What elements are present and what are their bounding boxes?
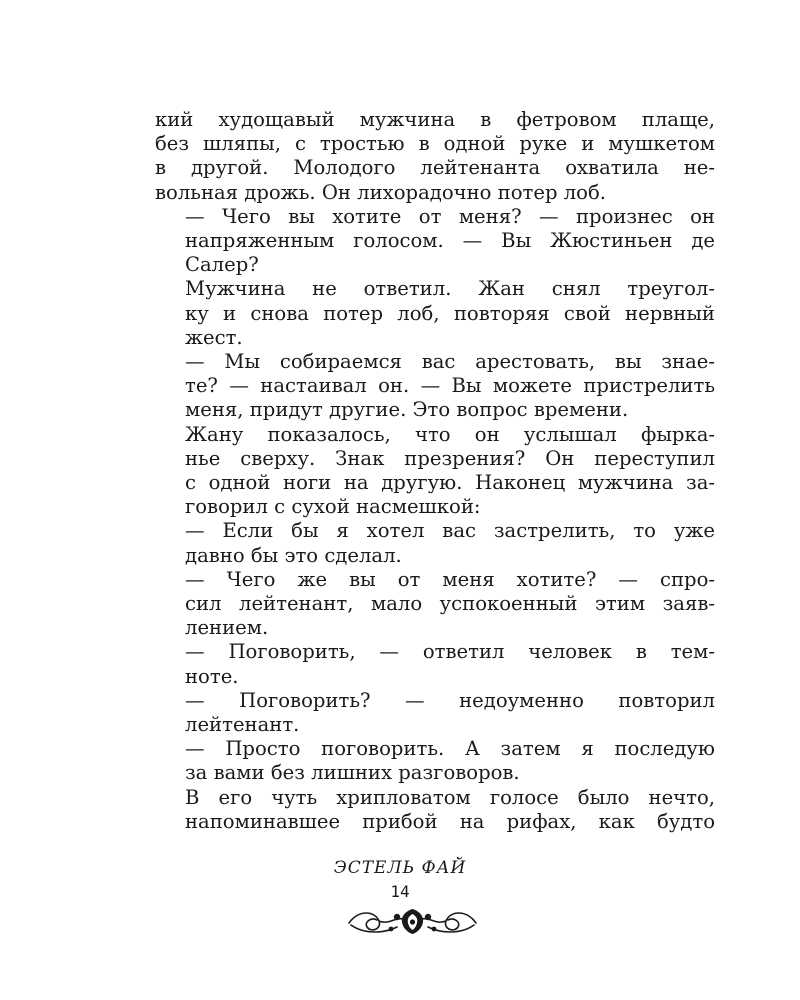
text-line: меня, придут другие. Это вопрос времени. [185, 398, 629, 422]
paragraph [155, 108, 715, 205]
text-line: сил лейтенант, мало успокоенный этим заяв- [185, 592, 715, 616]
paragraph [155, 277, 715, 350]
text-line: ноте. [185, 664, 239, 688]
text-line: в другой. Молодого лейтенанта охватила не- [155, 156, 715, 180]
paragraph [155, 205, 715, 278]
text-line: напоминавшее прибой на рифах, как будто [185, 809, 715, 833]
text-line: вольная дрожь. Он лихорадочно потер лоб. [155, 180, 606, 204]
text-line: нье сверху. Знак презрения? Он переступил [185, 446, 715, 470]
paragraph [155, 519, 715, 567]
text-line: — Поговорить, — ответил человек в тем- [185, 640, 715, 664]
paragraph [155, 423, 715, 520]
text-line: без шляпы, с тростью в одной руке и мушкетом [155, 132, 715, 156]
text-line: говорил с сухой насмешкой: [185, 495, 481, 519]
text-line: — Мы собираемся вас арестовать, вы знае- [185, 350, 715, 374]
paragraph [155, 786, 715, 834]
paragraph [155, 737, 715, 785]
text-line: Жану показалось, что он услышал фырка- [185, 422, 715, 446]
text-line: В его чуть хрипловатом голосе было нечто, [185, 785, 715, 809]
text-line: — Просто поговорить. А затем я последую [185, 737, 715, 761]
running-footer-author: ЭСТЕЛЬ ФАЙ [333, 858, 467, 878]
text-line: кий худощавый мужчина в фетровом плаще, [155, 108, 715, 131]
paragraph [155, 689, 715, 737]
text-line: — Поговорить? — недоуменно повторил [185, 688, 715, 712]
text-line: те? — настаивал он. — Вы можете пристрелить [185, 374, 715, 398]
text-line: жест. [185, 325, 243, 349]
text-line: — Чего же вы от меня хотите? — спро- [185, 567, 715, 591]
text-line: напряженным голосом. — Вы Жюстиньен де [185, 229, 715, 253]
text-line: — Если бы я хотел вас застрелить, то уже [185, 519, 715, 543]
body-text [155, 108, 715, 834]
paragraph [155, 640, 715, 688]
text-line: — Чего вы хотите от меня? — произнес он [185, 204, 715, 228]
text-line: с одной ноги на другую. Наконец мужчина за- [185, 471, 715, 495]
paragraph [155, 568, 715, 641]
page-number: 14 [390, 882, 410, 901]
text-line: Мужчина не ответил. Жан снял треугол- [185, 277, 715, 301]
text-line: Салер? [185, 253, 259, 277]
text-line: за вами без лишних разговоров. [185, 761, 520, 785]
text-line: лейтенант. [185, 713, 300, 737]
text-line: ку и снова потер лоб, повторяя свой нервный [185, 301, 715, 325]
text-line: лением. [185, 616, 269, 640]
paragraph [155, 350, 715, 423]
text-line: давно бы это сделал. [185, 543, 402, 567]
ornament-flourish-icon [345, 903, 480, 939]
